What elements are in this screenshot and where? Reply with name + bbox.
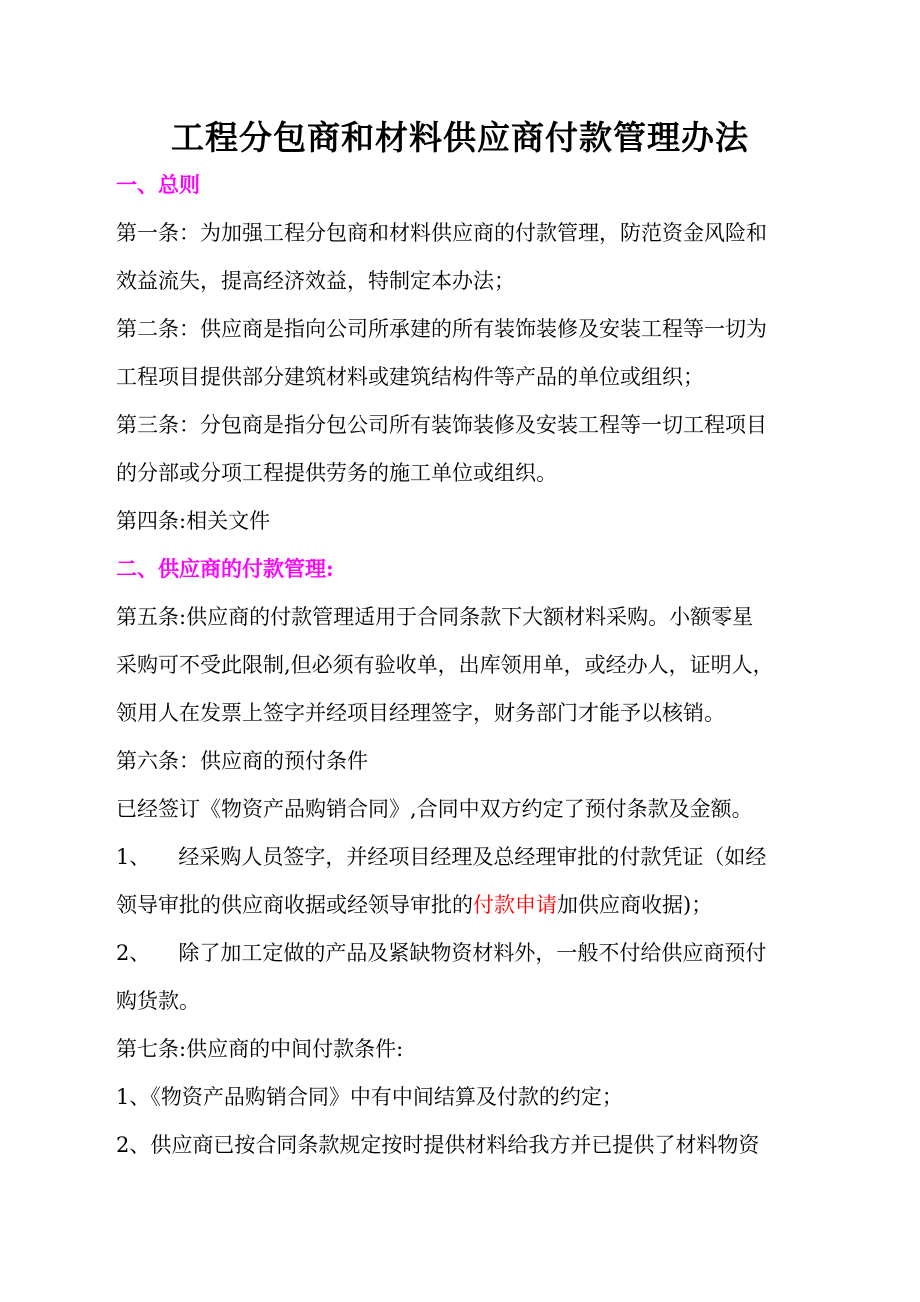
payment-request-highlight: 付款申请 bbox=[473, 893, 557, 917]
article-2-line-1: 第二条：供应商是指向公司所承建的所有装饰装修及安装工程等一切为 bbox=[116, 317, 767, 341]
article-7: 第七条:供应商的中间付款条件: bbox=[116, 1037, 404, 1061]
article-2-line-2: 工程项目提供部分建筑材料或建筑结构件等产品的单位或组织； bbox=[116, 365, 704, 389]
article-6-item-2-line-2: 购货款。 bbox=[116, 989, 200, 1013]
article-1-line-2: 效益流失，提高经济效益，特制定本办法； bbox=[116, 269, 515, 293]
item-1-number: 1、 bbox=[116, 845, 151, 869]
article-6-item-1-line-2 bbox=[116, 890, 712, 920]
article-5-line-3: 领用人在发票上签字并经项目经理签字，财务部门才能予以核销。 bbox=[116, 701, 725, 725]
item-1-text-pre: 领导审批的供应商收据或经领导审批的 bbox=[116, 893, 473, 917]
item-2-number: 2、 bbox=[116, 941, 151, 965]
article-6-condition: 已经签订《物资产品购销合同》,合同中双方约定了预付条款及金额。 bbox=[116, 797, 753, 821]
article-5-line-1: 第五条:供应商的付款管理适用于合同条款下大额材料采购。小额零星 bbox=[116, 605, 754, 629]
article-7-item-2: 2、供应商已按合同条款规定按时提供材料给我方并已提供了材料物资 bbox=[116, 1133, 760, 1157]
item-1-text-post: 加供应商收据)； bbox=[557, 893, 713, 917]
article-3-line-1: 第三条：分包商是指分包公司所有装饰装修及安装工程等一切工程项目 bbox=[116, 413, 767, 437]
article-5-line-2: 采购可不受此限制,但必须有验收单，出库领用单，或经办人，证明人， bbox=[116, 653, 774, 677]
article-7-item-1: 1、《物资产品购销合同》中有中间结算及付款的约定； bbox=[116, 1085, 623, 1109]
document-title: 工程分包商和材料供应商付款管理办法 bbox=[171, 118, 749, 157]
article-1-line-1: 第一条：为加强工程分包商和材料供应商的付款管理，防范资金风险和 bbox=[116, 221, 767, 245]
section-heading-general: 一、总则 bbox=[116, 172, 200, 197]
article-3-line-2: 的分部或分项工程提供劳务的施工单位或组织。 bbox=[116, 461, 557, 485]
article-4: 第四条:相关文件 bbox=[116, 509, 271, 533]
article-6-item-2-line-1 bbox=[116, 938, 766, 968]
article-6-item-1-line-1 bbox=[116, 842, 766, 872]
item-2-text: 除了加工定做的产品及紧缺物资材料外，一般不付给供应商预付 bbox=[178, 941, 767, 965]
section-heading-supplier-payment: 二、供应商的付款管理: bbox=[116, 556, 334, 581]
item-1-text: 经采购人员签字，并经项目经理及总经理审批的付款凭证（如经 bbox=[178, 845, 767, 869]
article-6: 第六条：供应商的预付条件 bbox=[116, 749, 368, 773]
